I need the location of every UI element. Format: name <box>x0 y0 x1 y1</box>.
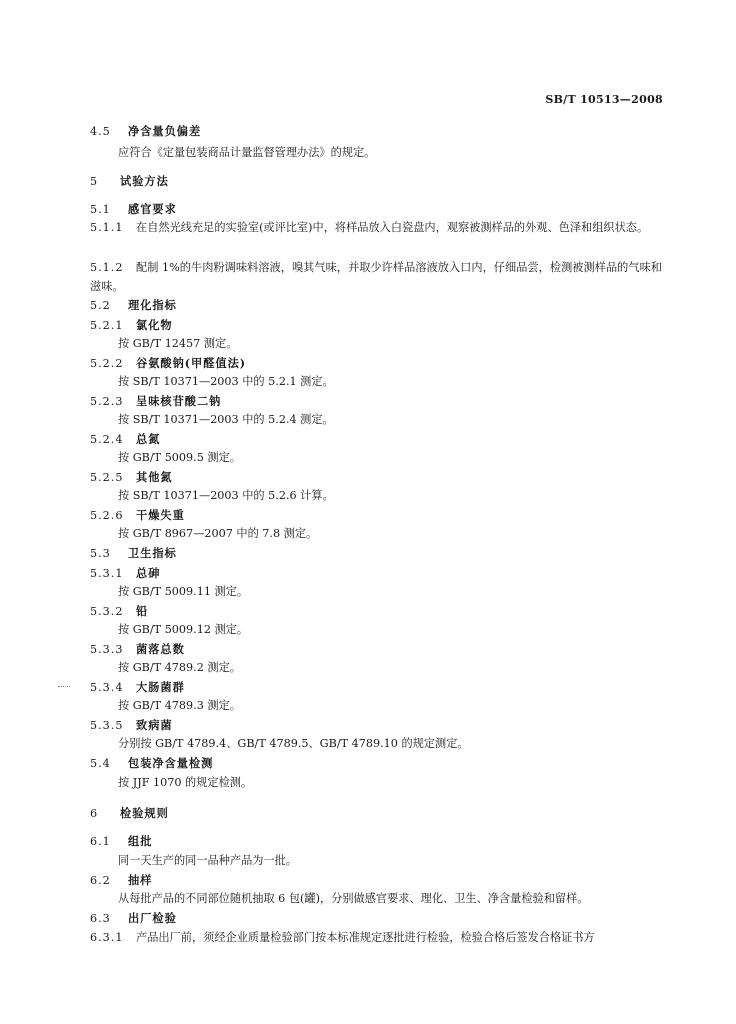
section-5-3-3-heading <box>90 642 185 657</box>
section-5-3-5-body: 分别按 GB/T 4789.4、GB/T 4789.5、GB/T 4789.10 的规定测定。 <box>118 737 469 750</box>
section-number: 5.1 <box>90 203 111 216</box>
section-5-2-6-heading <box>90 508 185 523</box>
section-5-4-heading <box>90 756 213 771</box>
section-body: 在自然光线充足的实验室(或评比室)中，将样品放入白瓷盘内，观察被测样品的外观、色泽和组织状态。 <box>136 221 649 234</box>
section-5-heading <box>90 174 169 189</box>
section-number: 5.2.4 <box>90 433 124 446</box>
section-5-3-1-body: 按 GB/T 5009.11 测定。 <box>118 585 249 598</box>
section-5-2-3-body: 按 SB/T 10371—2003 中的 5.2.4 测定。 <box>118 413 334 426</box>
section-5-2-5-body: 按 SB/T 10371—2003 中的 5.2.6 计算。 <box>118 489 334 502</box>
section-5-3-2-heading <box>90 604 148 619</box>
section-title: 出厂检验 <box>128 911 177 925</box>
section-5-2-2-body: 按 SB/T 10371—2003 中的 5.2.1 测定。 <box>118 375 334 388</box>
section-number: 6 <box>90 807 99 820</box>
section-number: 5.2.3 <box>90 395 124 408</box>
section-body: 配制 1%的牛肉粉调味料溶液，嗅其气味，并取少许样品溶液放入口内，仔细品尝，检测被测样品的气味和滋味。 <box>90 261 662 293</box>
section-number: 6.1 <box>90 835 111 848</box>
section-title: 大肠菌群 <box>136 680 185 694</box>
section-title: 铅 <box>136 604 149 618</box>
section-number: 6.3 <box>90 912 111 925</box>
section-title: 包装净含量检测 <box>128 756 214 770</box>
section-title: 卫生指标 <box>128 546 177 560</box>
section-number: 5 <box>90 175 99 188</box>
section-5-2-1-body: 按 GB/T 12457 测定。 <box>118 337 238 350</box>
section-5-2-1-heading <box>90 318 173 333</box>
section-number: 4.5 <box>90 125 111 138</box>
section-number: 5.1.1 <box>90 221 124 234</box>
section-6-3-heading <box>90 911 177 926</box>
section-title: 干燥失重 <box>136 508 185 522</box>
section-5-3-2-body: 按 GB/T 5009.12 测定。 <box>118 623 249 636</box>
section-5-3-heading <box>90 546 177 561</box>
section-body: 产品出厂前，须经企业质量检验部门按本标准规定逐批进行检验，检验合格后签发合格证书方 <box>136 931 595 944</box>
section-6-1-body: 同一天生产的同一品种产品为一批。 <box>118 854 298 867</box>
section-number: 5.3.5 <box>90 719 124 732</box>
section-5-1-heading <box>90 202 177 217</box>
section-6-2-heading <box>90 873 152 888</box>
section-4-5-heading <box>90 124 201 139</box>
section-number: 6.3.1 <box>90 931 124 944</box>
section-number: 5.1.2 <box>90 261 124 274</box>
section-number: 5.4 <box>90 757 111 770</box>
section-number: 5.3.4 <box>90 681 124 694</box>
section-title: 其他氮 <box>136 470 173 484</box>
section-5-3-5-heading <box>90 718 173 733</box>
section-title: 净含量负偏差 <box>128 124 202 138</box>
section-5-1-2-paragraph <box>90 258 662 296</box>
section-5-3-4-heading <box>90 680 185 695</box>
section-title: 氯化物 <box>136 318 173 332</box>
section-title: 检验规则 <box>120 806 169 820</box>
section-5-2-5-heading <box>90 470 173 485</box>
section-5-2-6-body: 按 GB/T 8967—2007 中的 7.8 测定。 <box>118 527 318 540</box>
section-5-3-4-body: 按 GB/T 4789.3 测定。 <box>118 699 241 712</box>
section-5-2-4-heading <box>90 432 160 447</box>
section-title: 组批 <box>128 834 153 848</box>
section-5-2-4-body: 按 GB/T 5009.5 测定。 <box>118 451 241 464</box>
section-5-4-body: 按 JJF 1070 的规定检测。 <box>118 776 253 789</box>
section-number: 5.3 <box>90 547 111 560</box>
section-title: 理化指标 <box>128 298 177 312</box>
section-title: 感官要求 <box>128 202 177 216</box>
section-title: 致病菌 <box>136 718 173 732</box>
document-code: SB/T 10513—2008 <box>545 93 663 106</box>
section-title: 总氮 <box>136 432 161 446</box>
section-6-3-1-paragraph <box>90 931 595 945</box>
section-5-1-1-paragraph <box>90 218 662 237</box>
section-number: 5.2.2 <box>90 357 124 370</box>
section-title: 抽样 <box>128 873 153 887</box>
section-number: 5.3.2 <box>90 605 124 618</box>
section-number: 5.3.3 <box>90 643 124 656</box>
section-5-3-1-heading <box>90 566 160 581</box>
section-number: 5.2 <box>90 299 111 312</box>
section-number: 6.2 <box>90 874 111 887</box>
section-title: 总砷 <box>136 566 161 580</box>
section-title: 试验方法 <box>120 174 169 188</box>
section-5-2-3-heading <box>90 394 221 409</box>
section-6-2-body: 从每批产品的不同部位随机抽取 6 包(罐)，分别做感官要求、理化、卫生、净含量检验和留样。 <box>118 892 589 905</box>
section-5-2-heading <box>90 298 177 313</box>
section-5-3-3-body: 按 GB/T 4789.2 测定。 <box>118 661 241 674</box>
section-5-2-2-heading <box>90 356 246 371</box>
section-title: 谷氨酸钠(甲醛值法) <box>136 356 247 370</box>
section-number: 5.2.5 <box>90 471 124 484</box>
section-title: 呈味核苷酸二钠 <box>136 394 222 408</box>
section-number: 5.3.1 <box>90 567 124 580</box>
section-6-1-heading <box>90 834 152 849</box>
section-number: 5.2.1 <box>90 319 124 332</box>
section-6-heading <box>90 806 169 821</box>
section-4-5-body: 应符合《定量包装商品计量监督管理办法》的规定。 <box>118 146 376 159</box>
scan-artifact <box>58 686 70 687</box>
section-number: 5.2.6 <box>90 509 124 522</box>
section-title: 菌落总数 <box>136 642 185 656</box>
